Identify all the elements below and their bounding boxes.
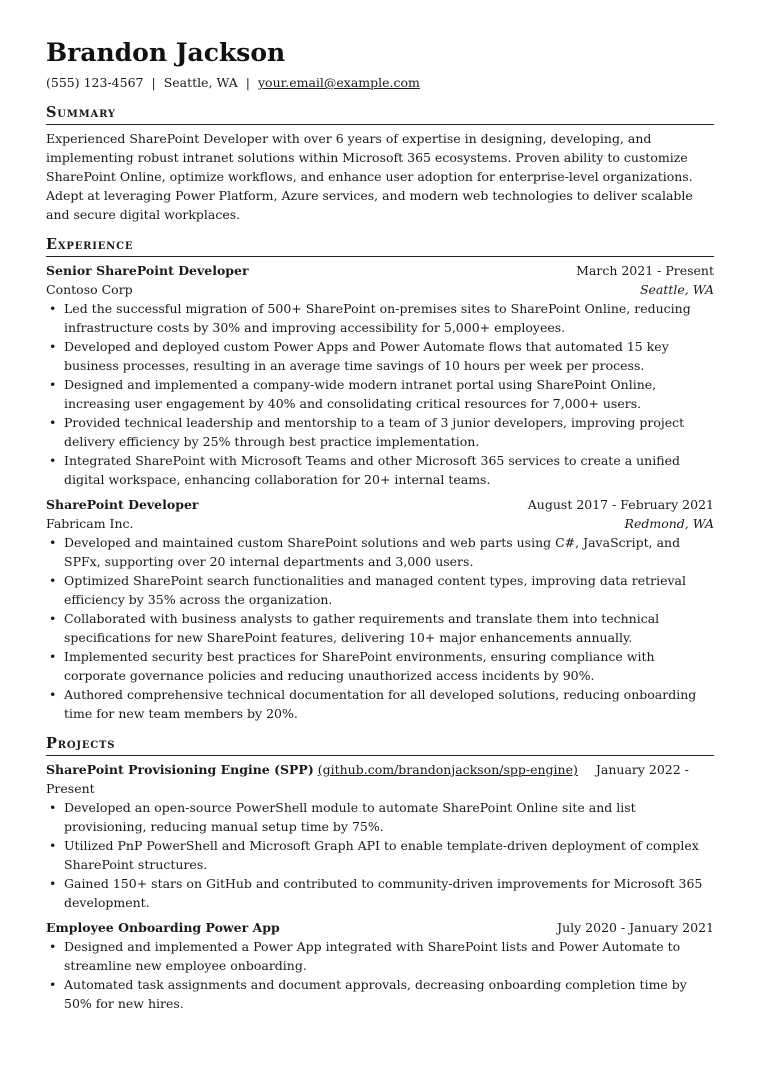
list-item: • Implemented security best practices for SharePoint environments, ensuring compliance with corporate governance policies and reducing unauthorized access incidents by 90%. <box>46 647 714 685</box>
company-name: Fabricam Inc. <box>46 516 134 531</box>
contact-line <box>46 74 714 92</box>
experience-entry <box>46 261 714 489</box>
job-bullets <box>46 299 714 489</box>
job-title: Senior SharePoint Developer <box>46 263 249 278</box>
list-item: • Integrated SharePoint with Microsoft Teams and other Microsoft 365 services to create a unified digital workspace, enhancing collaboration for 20+ internal teams. <box>46 451 714 489</box>
job-subheader <box>46 514 714 533</box>
job-location: Redmond, WA <box>624 516 714 531</box>
email-link[interactable]: your.email@example.com <box>257 75 420 90</box>
project-link[interactable]: (github.com/brandonjackson/spp-engine) <box>317 762 578 777</box>
resume-page <box>46 36 714 1013</box>
section-title-projects: Projects <box>46 735 714 756</box>
list-item: • Provided technical leadership and mentorship to a team of 3 junior developers, improving project delivery efficiency by 25% through best practice implementation. <box>46 413 714 451</box>
project-dates: January 2022 - Present <box>46 762 689 796</box>
job-location: Seattle, WA <box>639 282 714 297</box>
project-name: SharePoint Provisioning Engine (SPP) <box>46 762 314 777</box>
project-dates: July 2020 - January 2021 <box>557 920 714 935</box>
list-item: • Collaborated with business analysts to gather requirements and translate them into technical specifications for new SharePoint features, delivering 10+ major enhancements annually. <box>46 609 714 647</box>
location: Seattle, WA <box>163 75 238 90</box>
list-item: • Optimized SharePoint search functionalities and managed content types, improving data retrieval efficiency by 35% across the organization. <box>46 571 714 609</box>
list-item: • Led the successful migration of 500+ SharePoint on-premises sites to SharePoint Online, reducing infrastructure costs by 30% and improving accessibility for 5,000+ employees. <box>46 299 714 337</box>
job-header <box>46 261 714 280</box>
project-entry <box>46 760 714 912</box>
section-title-summary: Summary <box>46 104 714 125</box>
list-item: • Designed and implemented a Power App integrated with SharePoint lists and Power Automate to streamline new employee onboarding. <box>46 937 714 975</box>
list-item: • Authored comprehensive technical documentation for all developed solutions, reducing onboarding time for new team members by 20%. <box>46 685 714 723</box>
section-title-experience: Experience <box>46 236 714 257</box>
project-entry <box>46 918 714 1013</box>
list-item: • Developed and deployed custom Power Apps and Power Automate flows that automated 15 key business processes, resulting in an average time savings of 10 hours per week per process. <box>46 337 714 375</box>
job-header <box>46 495 714 514</box>
job-dates: August 2017 - February 2021 <box>527 497 714 512</box>
job-title: SharePoint Developer <box>46 497 199 512</box>
list-item: • Automated task assignments and document approvals, decreasing onboarding completion time by 50% for new hires. <box>46 975 714 1013</box>
list-item: • Utilized PnP PowerShell and Microsoft Graph API to enable template-driven deployment of complex SharePoint structures. <box>46 836 714 874</box>
project-header <box>46 760 714 798</box>
project-bullets <box>46 937 714 1013</box>
separator: | <box>151 75 156 90</box>
job-bullets <box>46 533 714 723</box>
list-item: • Developed and maintained custom SharePoint solutions and web parts using C#, JavaScript, and SPFx, supporting over 20 internal departments and 3,000 users. <box>46 533 714 571</box>
phone-number: (555) 123-4567 <box>46 75 144 90</box>
project-bullets <box>46 798 714 912</box>
company-name: Contoso Corp <box>46 282 133 297</box>
separator: | <box>245 75 250 90</box>
project-name: Employee Onboarding Power App <box>46 920 280 935</box>
job-subheader <box>46 280 714 299</box>
candidate-name: Brandon Jackson <box>46 38 286 67</box>
job-dates: March 2021 - Present <box>576 263 714 278</box>
experience-entry <box>46 495 714 723</box>
list-item: • Designed and implemented a company-wide modern intranet portal using SharePoint Online, increasing user engagement by 40% and consolidating critical resources for 7,000+ users. <box>46 375 714 413</box>
list-item: • Developed an open-source PowerShell module to automate SharePoint Online site and list provisioning, reducing manual setup time by 75%. <box>46 798 714 836</box>
summary-text: Experienced SharePoint Developer with over 6 years of expertise in designing, developing, and implementing robust intranet solutions within Microsoft 365 ecosystems. Proven ability to customize SharePoint Online, optimize workflows, and enhance user adoption for enterprise-level organizations. Adept at leveraging Power Platform, Azure services, and modern web technologies to deliver scalable and secure digital workplaces. <box>46 131 693 222</box>
project-header <box>46 918 714 937</box>
list-item: • Gained 150+ stars on GitHub and contributed to community-driven improvements for Microsoft 365 development. <box>46 874 714 912</box>
